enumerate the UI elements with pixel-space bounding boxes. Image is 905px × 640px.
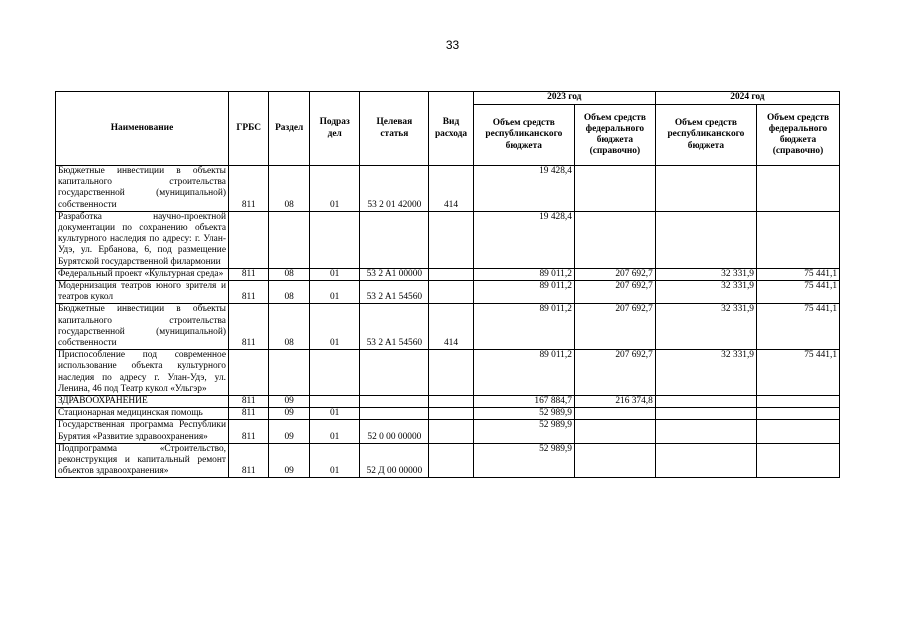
- cell-grbs: [228, 350, 268, 396]
- cell-fed-2023: 207 692,7: [574, 268, 655, 280]
- cell-grbs: 811: [228, 304, 268, 350]
- cell-razdel: 08: [269, 166, 309, 212]
- cell-expense-type: [429, 211, 474, 268]
- cell-expense-type: [429, 420, 474, 443]
- table-row: [56, 211, 840, 268]
- table-row: [56, 396, 840, 408]
- cell-target: 53 2 01 42000: [360, 166, 429, 212]
- cell-razdel: [269, 211, 309, 268]
- cell-fed-2024: [756, 211, 839, 268]
- budget-table: [55, 91, 840, 478]
- cell-fed-2024: [756, 396, 839, 408]
- cell-rep-2023: 89 011,2: [473, 304, 574, 350]
- cell-target: 53 2 A1 00000: [360, 268, 429, 280]
- cell-razdel: 08: [269, 304, 309, 350]
- cell-target: 53 2 A1 54560: [360, 304, 429, 350]
- table-row: [56, 304, 840, 350]
- cell-razdel: 09: [269, 443, 309, 478]
- cell-target: [360, 396, 429, 408]
- cell-rep-2023: 89 011,2: [473, 268, 574, 280]
- cell-podrazdel: [309, 211, 360, 268]
- col-header-target: Целевая статья: [360, 92, 429, 166]
- table-body: [56, 166, 840, 478]
- cell-name: Федеральный проект «Культурная среда»: [56, 268, 229, 280]
- cell-rep-2023: 167 884,7: [473, 396, 574, 408]
- cell-razdel: 09: [269, 420, 309, 443]
- cell-rep-2024: 32 331,9: [655, 350, 756, 396]
- cell-fed-2023: [574, 166, 655, 212]
- cell-grbs: 811: [228, 420, 268, 443]
- col-header-fed-2023: Объем средств федерального бюджета (справочно): [574, 105, 655, 166]
- table-row: [56, 420, 840, 443]
- cell-razdel: 09: [269, 408, 309, 420]
- cell-podrazdel: 01: [309, 443, 360, 478]
- cell-razdel: 08: [269, 281, 309, 304]
- cell-name: Стационарная медицинская помощь: [56, 408, 229, 420]
- cell-rep-2024: [655, 420, 756, 443]
- table-row: [56, 350, 840, 396]
- cell-name: Разработка научно-проектной документации по сохранению объекта культурного наследия по адресу: г. Улан-Удэ, ул. Ербанова, 6, под размещение Бурятской государственной филармонии: [56, 211, 229, 268]
- cell-razdel: 09: [269, 396, 309, 408]
- cell-rep-2023: 52 989,9: [473, 408, 574, 420]
- cell-rep-2023: 52 989,9: [473, 443, 574, 478]
- cell-target: [360, 408, 429, 420]
- cell-name: Приспособление под современное использование объекта культурного наследия по адресу г. Улан-Удэ, ул. Ленина, 46 под Театр кукол «Ульгэр»: [56, 350, 229, 396]
- cell-rep-2024: 32 331,9: [655, 268, 756, 280]
- cell-fed-2023: 207 692,7: [574, 304, 655, 350]
- cell-fed-2024: [756, 420, 839, 443]
- cell-fed-2023: [574, 420, 655, 443]
- cell-name: Государственная программа Республики Бурятия «Развитие здравоохранения»: [56, 420, 229, 443]
- col-header-year-2024: 2024 год: [655, 92, 839, 105]
- cell-fed-2023: [574, 443, 655, 478]
- cell-podrazdel: [309, 396, 360, 408]
- col-header-razdel: Раздел: [269, 92, 309, 166]
- cell-rep-2024: [655, 408, 756, 420]
- cell-razdel: [269, 350, 309, 396]
- cell-fed-2023: [574, 211, 655, 268]
- cell-rep-2024: [655, 443, 756, 478]
- cell-target: 52 0 00 00000: [360, 420, 429, 443]
- cell-expense-type: [429, 396, 474, 408]
- cell-grbs: 811: [228, 408, 268, 420]
- col-header-fed-2024: Объем средств федерального бюджета (справочно): [756, 105, 839, 166]
- cell-rep-2023: 19 428,4: [473, 211, 574, 268]
- cell-grbs: 811: [228, 268, 268, 280]
- col-header-expense-type: Вид расхода: [429, 92, 474, 166]
- cell-rep-2023: 52 989,9: [473, 420, 574, 443]
- cell-fed-2024: 75 441,1: [756, 304, 839, 350]
- cell-rep-2024: 32 331,9: [655, 304, 756, 350]
- cell-expense-type: [429, 268, 474, 280]
- cell-grbs: 811: [228, 396, 268, 408]
- cell-target: [360, 211, 429, 268]
- cell-fed-2023: [574, 408, 655, 420]
- table-row: [56, 281, 840, 304]
- cell-rep-2024: [655, 211, 756, 268]
- cell-expense-type: [429, 281, 474, 304]
- col-header-rep-2023: Объем средств республиканского бюджета: [473, 105, 574, 166]
- cell-fed-2024: [756, 408, 839, 420]
- cell-rep-2024: [655, 396, 756, 408]
- cell-grbs: 811: [228, 166, 268, 212]
- cell-expense-type: [429, 350, 474, 396]
- cell-podrazdel: 01: [309, 268, 360, 280]
- cell-name: Подпрограмма «Строительство, реконструкция и капитальный ремонт объектов здравоохранения»: [56, 443, 229, 478]
- cell-podrazdel: 01: [309, 408, 360, 420]
- cell-target: [360, 350, 429, 396]
- header-row-years: [56, 92, 840, 105]
- cell-name: ЗДРАВООХРАНЕНИЕ: [56, 396, 229, 408]
- cell-podrazdel: [309, 350, 360, 396]
- cell-name: Модернизация театров юного зрителя и театров кукол: [56, 281, 229, 304]
- cell-rep-2023: 19 428,4: [473, 166, 574, 212]
- cell-rep-2023: 89 011,2: [473, 281, 574, 304]
- cell-podrazdel: 01: [309, 420, 360, 443]
- cell-expense-type: 414: [429, 304, 474, 350]
- col-header-rep-2024: Объем средств республиканского бюджета: [655, 105, 756, 166]
- page-number: 33: [445, 38, 460, 52]
- cell-fed-2024: [756, 443, 839, 478]
- table-row: [56, 443, 840, 478]
- cell-name: Бюджетные инвестиции в объекты капитального строительства государственной (муниципальной) собственности: [56, 304, 229, 350]
- col-header-podrazdel: Подраз дел: [309, 92, 360, 166]
- cell-razdel: 08: [269, 268, 309, 280]
- table-row: [56, 166, 840, 212]
- cell-fed-2023: 207 692,7: [574, 350, 655, 396]
- col-header-year-2023: 2023 год: [473, 92, 655, 105]
- cell-expense-type: [429, 443, 474, 478]
- cell-expense-type: 414: [429, 166, 474, 212]
- cell-podrazdel: 01: [309, 281, 360, 304]
- cell-target: 53 2 A1 54560: [360, 281, 429, 304]
- cell-podrazdel: 01: [309, 304, 360, 350]
- cell-fed-2023: 216 374,8: [574, 396, 655, 408]
- cell-expense-type: [429, 408, 474, 420]
- cell-fed-2024: 75 441,1: [756, 350, 839, 396]
- col-header-name: Наименование: [56, 92, 229, 166]
- cell-fed-2024: 75 441,1: [756, 281, 839, 304]
- cell-rep-2024: [655, 166, 756, 212]
- cell-fed-2024: 75 441,1: [756, 268, 839, 280]
- table-row: [56, 268, 840, 280]
- table-row: [56, 408, 840, 420]
- cell-target: 52 Д 00 00000: [360, 443, 429, 478]
- cell-grbs: [228, 211, 268, 268]
- col-header-grbs: ГРБС: [228, 92, 268, 166]
- cell-grbs: 811: [228, 281, 268, 304]
- cell-fed-2024: [756, 166, 839, 212]
- cell-podrazdel: 01: [309, 166, 360, 212]
- cell-fed-2023: 207 692,7: [574, 281, 655, 304]
- cell-rep-2024: 32 331,9: [655, 281, 756, 304]
- cell-rep-2023: 89 011,2: [473, 350, 574, 396]
- cell-grbs: 811: [228, 443, 268, 478]
- cell-name: Бюджетные инвестиции в объекты капитального строительства государственной (муниципальной) собственности: [56, 166, 229, 212]
